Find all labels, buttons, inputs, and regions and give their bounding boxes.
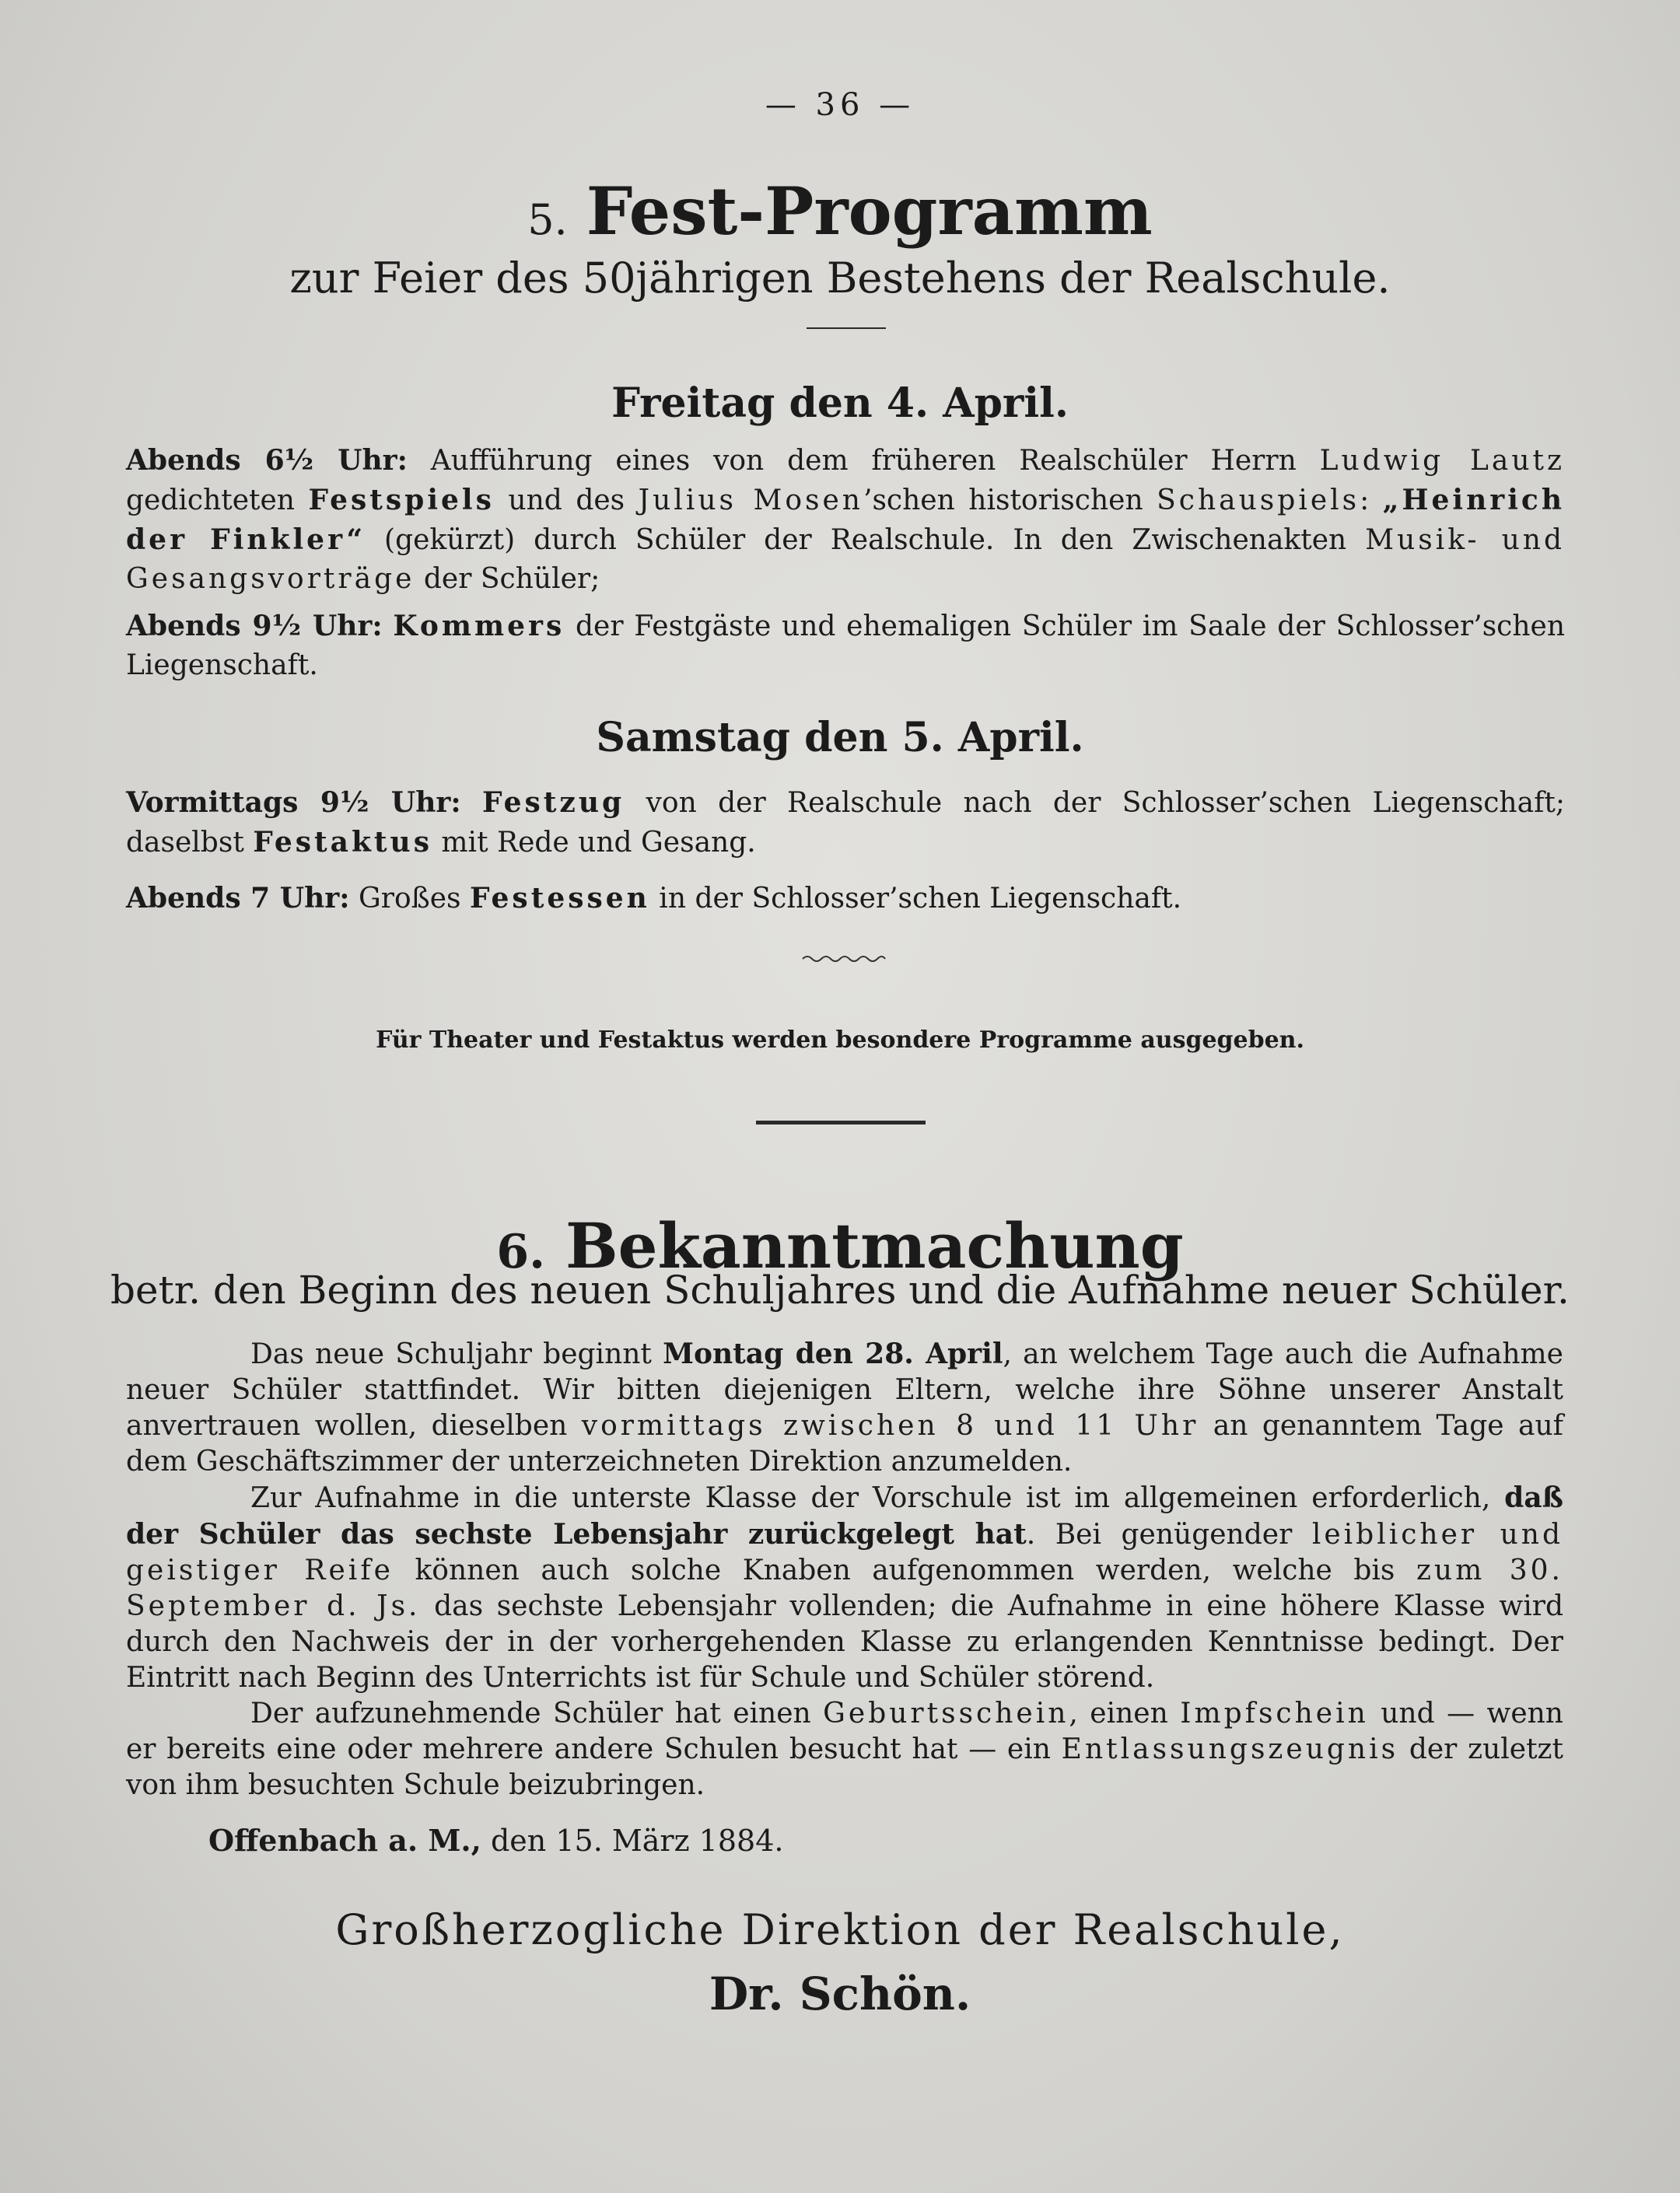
short-divider [807, 327, 886, 329]
day-2-heading: Samstag den 5. April. [596, 714, 1084, 761]
section-5-title: Fest-Programm [586, 173, 1153, 250]
entry-time: Abends 7 Uhr: [126, 882, 350, 915]
entry-time: Abends 9½ Uhr: [126, 610, 383, 642]
program-note: Für Theater und Festaktus werden besondere Programme ausgegeben. [376, 1027, 1304, 1054]
page-number: — 36 — [765, 87, 915, 123]
place-date-line [208, 1823, 783, 1858]
program-entry: Abends 6½ Uhr: Aufführung eines von dem früheren Realschüler Herrn Ludwig Lautz gedichteten Festspiels und des Julius Mosen’schen historischen Schauspiels: „Heinrich der Finkler“ (gekürzt) durch Schüler der Realschule. In den Zwischenakten Musik- und Gesangsvorträge der Schüler; [126, 444, 1565, 595]
place: Offenbach a. M., [208, 1823, 481, 1858]
play-title: „Heinrich der Finkler“ [126, 484, 1565, 556]
date: den 15. März 1884. [481, 1824, 784, 1858]
day-1-heading: Freitag den 4. April. [611, 379, 1069, 427]
signature: Dr. Schön. [709, 1967, 971, 2020]
section-divider [756, 1121, 926, 1124]
person-name: Ludwig Lautz [1319, 445, 1565, 477]
section-6-number: 6. [496, 1225, 545, 1279]
issuing-authority: Großherzogliche Direktion der Realschule, [335, 1905, 1345, 1954]
section-5-heading [0, 173, 1680, 250]
announcement-body [126, 1336, 1563, 1803]
program-entry: Abends 9½ Uhr: Kommers der Festgäste und ehemaligen Schüler im Saale der Schlosser’schen Liegenschaft. [126, 610, 1566, 681]
announcement-paragraph: Der aufzunehmende Schüler hat einen Geburtsschein, einen Impfschein und — wenn er bereits eine oder mehrere andere Schulen besucht hat — ein Entlassungszeugnis der zuletzt von ihm besuchten Schule beizubringen. [126, 1698, 1563, 1801]
announcement-paragraph: Zur Aufnahme in die unterste Klasse der Vorschule ist im allgemeinen erforderlich, daß der Schüler das sechste Lebensjahr zurückgelegt hat. Bei genügender leiblicher und geistiger Reife können auch solche Knaben aufgenommen werden, welche bis zum 30. September d. Js. das sechste Lebensjahr vollenden; die Aufnahme in eine höhere Klasse wird durch den Nachweis der in der vorhergehenden Klasse zu erlangenden Kenntnisse bedingt. Der Eintritt nach Beginn des Unterrichts ist für Schule und Schüler störend. [126, 1481, 1564, 1694]
section-5-subtitle: zur Feier des 50jährigen Bestehens der Realschule. [289, 254, 1391, 303]
section-6-title: Bekanntmachung [565, 1209, 1184, 1282]
section-5-number: 5. [527, 195, 568, 244]
entry-time: Vormittags 9½ Uhr: [126, 786, 461, 819]
wavy-divider [801, 953, 887, 964]
section-6-subtitle: betr. den Beginn des neuen Schuljahres und die Aufnahme neuer Schüler. [110, 1268, 1570, 1313]
start-date: Montag den 28. April [663, 1338, 1003, 1370]
announcement-paragraph: Das neue Schuljahr beginnt Montag den 28. April, an welchem Tage auch die Aufnahme neuer Schüler stattfindet. Wir bitten diejenigen Eltern, welche ihre Söhne unserer Anstalt anvertrauen wollen, dieselben vormittags zwischen 8 und 11 Uhr an genanntem Tage auf dem Geschäftszimmer der unterzeichneten Direktion anzumelden. [126, 1338, 1563, 1478]
program-entry: Vormittags 9½ Uhr: Festzug von der Realschule nach der Schlosser’schen Liegenschaft; daselbst Festaktus mit Rede und Gesang. [126, 786, 1565, 859]
entry-time: Abends 6½ Uhr: [126, 444, 408, 477]
program-entry: Abends 7 Uhr: Großes Festessen in der Schlosser’schen Liegenschaft. [126, 882, 1182, 915]
